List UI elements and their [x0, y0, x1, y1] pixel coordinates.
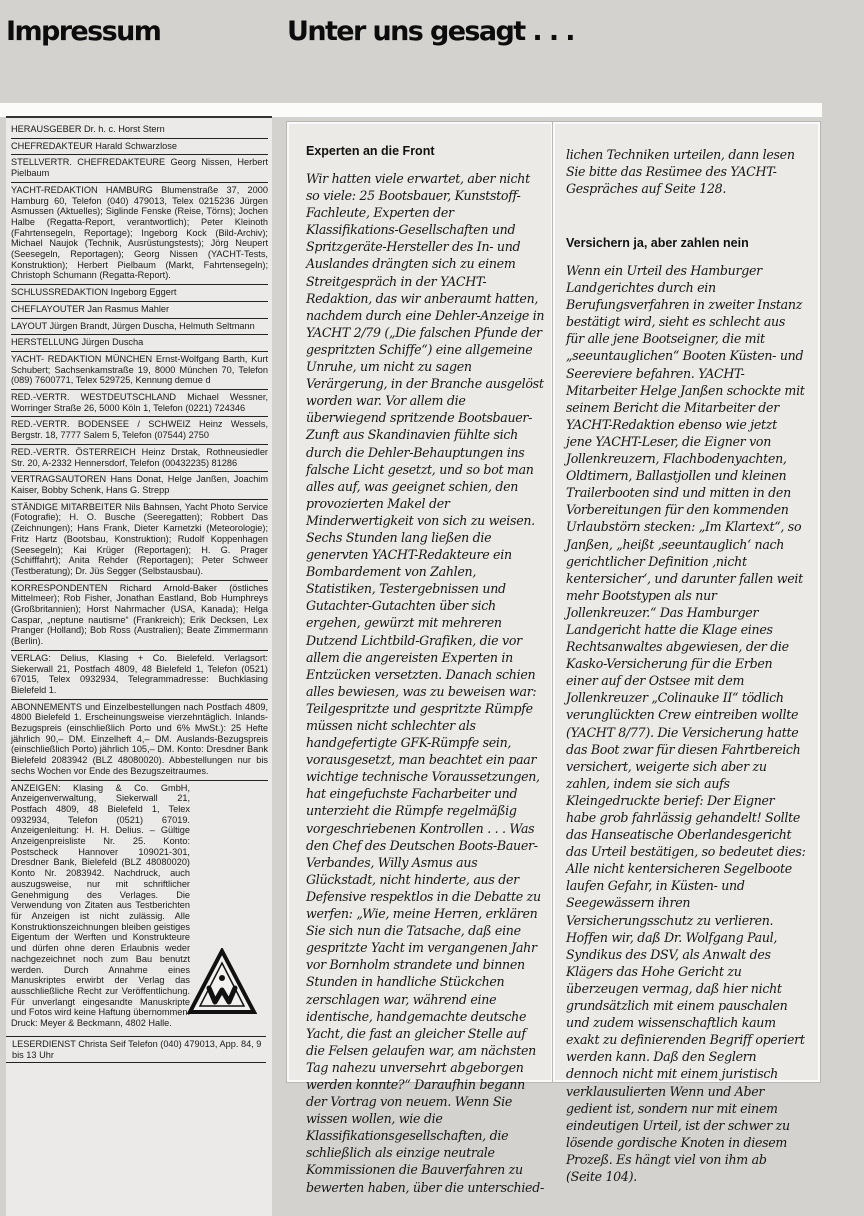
impressum-editor-in-chief: CHEFREDAKTEUR Harald Schwarzlose	[11, 138, 268, 155]
impressum-deputy-editors: STELLVERTR. CHEFREDAKTEURE Georg Nissen, Herbert Pielbaum	[11, 154, 268, 181]
article2-body	[566, 262, 806, 1185]
impressum-staff: STÄNDIGE MITARBEITER Nils Bahnsen, Yacht Photo Service (Fotografie); H. O. Busche (Seeregatten); Robbert Das (Zeichnungen); Hans Frank, Dieter Karnetzki (Meteorologie); Fritz Hartz (Bootsbau, Konstruktion); Rudolf Koppenhagen (Seesegeln); Kai Krüger (Reportagen); H. G. Prager (Schifffahrt); Anita Rehder (Reportagen); Peter Schweer (Testberatung); Dr. Jüs Segger (Selbstausbau).	[11, 499, 268, 580]
article2-title: Versichern ja, aber zahlen nein	[566, 236, 749, 250]
header-divider-bar	[0, 103, 822, 117]
reader-service-box: LESERDIENST Christa Seif Telefon (040) 479013, App. 84, 9 bis 13 Uhr	[6, 1036, 266, 1063]
article2-text: Wenn ein Urteil des Hamburger Landgerichtes durch ein Berufungsverfahren in zweiter Instanz bestätigt wird, sieht es schlecht aus für alle jene Bootseigner, die mit „seeuntauglichen“ Booten Küsten- und Seereviere befahren. YACHT-Mitarbeiter Helge Janßen schockte mit seinem Bericht die Mitarbeiter der YACHT-Redaktion ebenso wie jetzt jene YACHT-Leser, die Eigner von Jollenkreuzern, Flachbodenyachten, Oldtimern, Ballastjollen und kleinen Trailerbooten sind und mitten in den Vorbereitungen für den kommenden Urlaubstörn stecken: „Im Klartext“, so Janßen, „heißt ‚seeuntauglich‘ nach gerichtlicher Definition ‚nicht kentersicher‘, und darunter fallen weit mehr Bootstypen als nur Jollenkreuzer.“ Das Hamburger Landgericht hatte die Klage eines Rechtsanwaltes abgewiesen, der die Kasko-Versicherung für die Erben einer auf der Ostsee mit dem Jollenkreuzer „Colinauke II“ tödlich verunglückten Crew eintreiben wollte (YACHT 8/77). Die Versicherung hatte das Boot zwar für diesen Fahrtbereich versichert, weigerte sich aber zu zahlen, indem sie sich aufs Kleingedruckte berief: Der Eigner habe grob fahrlässig gehandelt! Sollte das Hanseatische Oberlandesgericht das Urteil bestätigen, so bedeutet dies: Alle nicht kentersicheren Segelboote laufen Gefahr, in Küsten- und Seegewässern ihren Versicherungsschutz zu verlieren. Hoffen wir, daß Dr. Wolfgang Paul, Syndikus des DSV, als Anwalt des Klägers das Hohe Gericht zu überzeugen vermag, daß hier nicht grundsätzlich mit einem pauschalen und zudem wissenschaftlich kaum exakt zu definierenden Begriff operiert werden kann. Daß den Seglern dennoch nicht mit einem juristisch verklausulierten Wenn und Aber gedient ist, sondern nur mit einem eindeutigen Urteil, ist der schwer zu lösende gordische Knoten in diesem Prozeß. Es hängt viel von ihm ab (Seite 104).	[566, 263, 806, 1184]
impressum-west-germany-rep: RED.-VERTR. WESTDEUTSCHLAND Michael Wessner, Worringer Straße 26, 5000 Köln 1, Telefon (0221) 724346	[11, 389, 268, 416]
article1-title: Experten an die Front	[306, 144, 435, 158]
impressum-layout: LAYOUT Jürgen Brandt, Jürgen Duscha, Helmuth Seltmann	[11, 318, 268, 335]
impressum-publisher: HERAUSGEBER Dr. h. c. Horst Stern	[11, 124, 165, 134]
impressum-hamburg-office: YACHT-REDAKTION HAMBURG Blumenstraße 37, 2000 Hamburg 60, Telefon (040) 479013, Telex 0215236 Jürgen Asmussen (Aktuelles); Siglinde Fenske (Reise, Törns); Jochen Halbe (Regatta-Report, verantwortlich); Peter Kleinoth (Fahrtensegeln, Reportage); Ingeborg Kock (Bild-Archiv); Michael Naujok (Technik, Ausrüstungstests); Jörg Neupert (Seesegeln, Reportagen); Georg Nissen (YACHT-Tests, Konstruktion); Herbert Pielbaum (Markt, Fahrtensegeln); Christoph Schumann (Regatta-Report).	[11, 182, 268, 284]
impressum-final-edit: SCHLUSSREDAKTION Ingeborg Eggert	[11, 284, 268, 301]
impressum-correspondents: KORRESPONDENTEN Richard Arnold-Baker (östliches Mittelmeer); Rob Fisher, Jonathan Eastland, Bob Humphreys (Großbritannien); Horst Nahrmacher (USA, Kanada); Helga Caspar, „neptune nautisme“ (Frankreich); Erik Decksen, Lex Pranger (Holland); Bob Ross (Australien); Beate Zimmermann (Berlin).	[11, 580, 268, 650]
impressum-publisher-address: VERLAG: Delius, Klasing + Co. Bielefeld. Verlagsort: Siekerwall 21, Postfach 4809, 48 Bielefeld 1, Telefon (0521) 67015, Telex 0932934, Telegrammadresse: Buchklasing Bielefeld 1.	[11, 650, 268, 699]
impressum-header: Impressum	[6, 16, 161, 47]
article1-continuation	[566, 146, 806, 197]
impressum-contract-authors: VERTRAGSAUTOREN Hans Donat, Helge Janßen, Joachim Kaiser, Bobby Schenk, Hans G. Strepp	[11, 471, 268, 498]
impressum-production: HERSTELLUNG Jürgen Duscha	[11, 334, 268, 351]
article-column-middle	[287, 122, 553, 1195]
impressum-austria-rep: RED.-VERTR. ÖSTERREICH Heinz Drstak, Rothneusiedler Str. 20, A-2332 Hennersdorf, Telefon (00432235) 81286	[11, 444, 268, 471]
article1-continuation-text: lichen Techniken urteilen, dann lesen Sie bitte das Resümee des YACHT-Gespräches auf Seite 128.	[566, 147, 795, 197]
impressum-subscriptions: ABONNEMENTS und Einzelbestellungen nach Postfach 4809, 4800 Bielefeld 1. Erscheinungsweise vierzehntäglich. Inlands-Bezugspreis (einschließlich Porto und 6% MwSt.): 25 Hefte jährlich 90,– DM. Einzelheft 4,– DM. Auslands-Bezugspreis (einschließlich Porto) jährlich 105,– DM. Konto: Dresdner Bank Bielefeld 2083942 (BLZ 48080020). Abbestellungen nur bis sechs Wochen vor Ende des Bezugszeitraumes.	[11, 699, 268, 780]
impressum-munich-office: YACHT- REDAKTION MÜNCHEN Ernst-Wolfgang Barth, Kurt Schubert; Sachsenkamstraße 19, 8000 München 70, Telefon (089) 7600771, Telex 529725, Kennung demue d	[11, 351, 268, 389]
publisher-triangle-logo	[187, 948, 257, 1018]
article-column-right	[553, 122, 820, 1184]
impressum-bodensee-rep: RED.-VERTR. BODENSEE / SCHWEIZ Heinz Wessels, Bergstr. 18, 7777 Salem 5, Telefon (07544) 2750	[11, 416, 268, 443]
impressum-chief-layout: CHEFLAYOUTER Jan Rasmus Mahler	[11, 301, 268, 318]
impressum-advertising: ANZEIGEN: Klasing & Co. GmbH, Anzeigenverwaltung, Siekerwall 21, Postfach 4809, 48 Bielefeld 1, Telex 0932934, Telefon (0521) 67019. Anzeigenleitung: H. H. Delius. – Gültige Anzeigenpreisliste Nr. 25. Konto: Postscheck Hannover 109021-301, Dresdner Bank, Bielefeld (BLZ 48080020) Konto Nr. 2083942. Nachdruck, auch auszugsweise, nur mit schriftlicher Genehmigung des Verlages. Die Verwendung von Zitaten aus Testberichten für Anzeigen ist nicht zulässig. Alle Konstruktionszeichnungen bleiben geistiges Eigentum der Werften und Konstrukteure und dürfen ohne deren Erlaubnis weder nachgezeichnet noch zum Bau benutzt werden. Durch Annahme eines Manuskriptes erwirbt der Verlag das ausschließliche Recht zur Veröffentlichung. Für unverlangt eingesandte Manuskripte und Fotos wird keine Haftung übernommen. Druck: Meyer & Beckmann, 4802 Halle.	[11, 780, 268, 1032]
article1-body	[306, 170, 546, 1196]
article1-text: Wir hatten viele erwartet, aber nicht so viele: 25 Bootsbauer, Kunststoff-Fachleute, Experten der Klassifikations-Gesellschaften und Spritzgeräte-Hersteller des In- und Auslandes drängten sich zu einem Streitgespräch in der YACHT-Redaktion, das wir anberaumt hatten, nachdem durch eine Dehler-Anzeige in YACHT 2/79 („Die falschen Pfunde der gespritzten Schiffe“) eine allgemeine Unruhe, um nicht zu sagen Verärgerung, in der Branche ausgelöst worden war. Vor allem die überwiegend spritzende Bootsbauer-Zunft aus Skandinavien fühlte sich durch die Dehler-Behauptungen ins falsche Licht gesetzt, und so bot man alles auf, was geeignet schien, den provozierten Makel der Minderwertigkeit von sich zu weisen. Sechs Stunden lang ließen die genervten YACHT-Redakteure ein Bombardement von Zahlen, Statistiken, Testergebnissen und Gutachter-Gutachten über sich ergehen, gewürzt mit mehreren Dutzend Lichtbild-Grafiken, die vor allem die angereisten Experten in Entzücken versetzten. Danach schien alles bewiesen, was zu beweisen war: Teilgespritzte und gespritzte Rümpfe müssen nicht schlechter als handgefertigte GFK-Rümpfe sein, vorausgesetzt, man beachtet ein paar wichtige technische Voraussetzungen, hat eingefuchste Facharbeiter und unterzieht die Rümpfe regelmäßig vorgeschriebenen Kontrollen . . . Was den Chef des Deutschen Boots-Bauer-Verbandes, Willy Asmus aus Glückstadt, nicht hinderte, aus der Defensive respektlos in die Debatte zu werfen: „Wie, meine Herren, erklären Sie sich nun die Tatsache, daß eine gespritzte Yacht im vergangenen Jahr vor Bornholm strandete und binnen Stunden in handliche Stückchen zerschlagen war, während eine identische, handgemachte deutsche Yacht, die fast an gleicher Stelle auf die Felsen gelaufen war, am nächsten Tag nahezu unversehrt abgeborgen werden konnte?“ Daraufhin begann der Vortrag von neuem. Wenn Sie wissen wollen, wie die Klassifikationsgesellschaften, die schließlich als einzige neutrale Kommissionen die Bauverfahren zu bewerten haben, über die unterschied-	[306, 171, 545, 1195]
editorial-header: Unter uns gesagt . . .	[287, 16, 574, 47]
